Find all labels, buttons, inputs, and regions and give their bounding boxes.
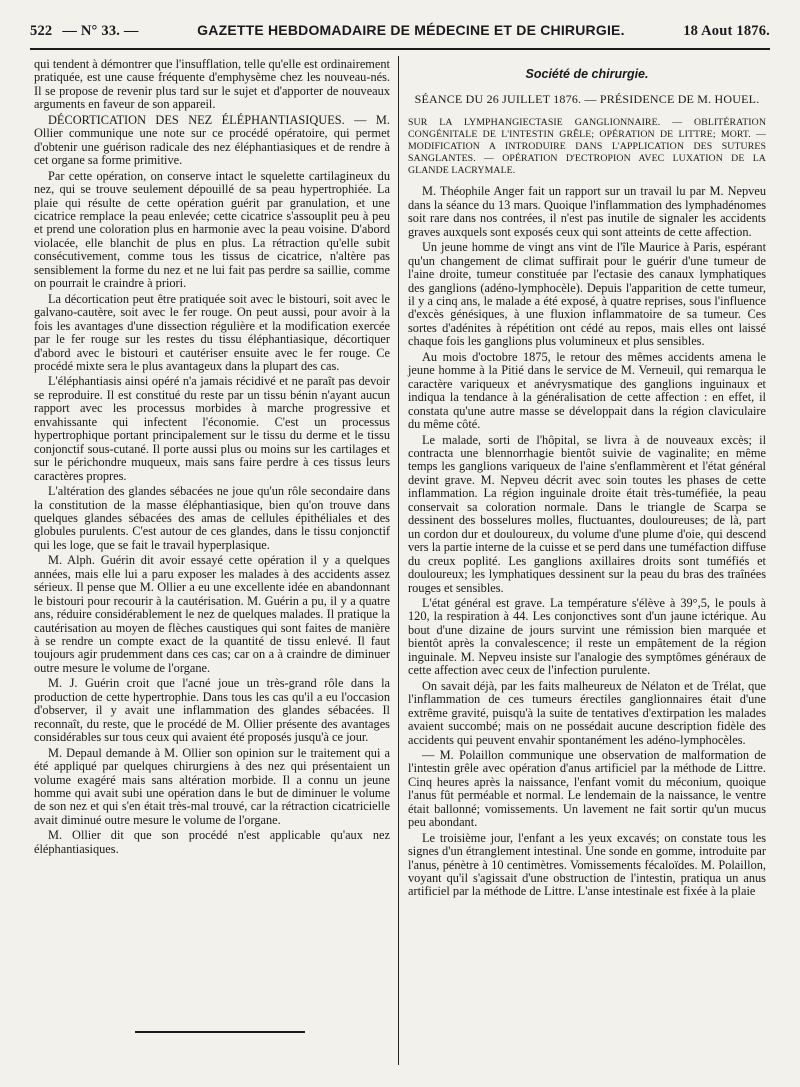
paragraph: L'état général est grave. La température s'élève à 39°,5, le pouls à 120, la respiration à 44. Les conjonctives sont d'un jaune ictérique. Au bout d'une dizaine de jours survint une rémission bien marquée et bientôt après la convalescence; il reste un empâtement de la région inguinale. M. Nepveu insiste sur l'analogie des symptômes généraux de cette affection avec ceux de l'infection purulente. bbox=[408, 595, 766, 678]
paragraph: Le malade, sorti de l'hôpital, se livra à de nouveaux excès; il contracta une blennorrhagie bientôt suivie de vaginalite; en même temps les ganglions variqueux de l'aine s'enflammèrent et l'état général devint grave. M. Nepveu décrit avec soin toutes les phases de cette inflammation. La région inguinale droite était très-tuméfiée, la peau conservait sa coloration normale. Dans le triangle de Scarpa se dessinent des bosselures molles, fluctuantes, douloureuses; de là, part un cordon dur et douloureux, du volume d'une plume d'oie, qui descend vers la partie interne de la cuisse et se perd dans une tuméfaction diffuse du creux poplité. Les ganglions axillaires droits sont tuméfiés et douloureux; les lymphatiques dessinent sur la peau du bras des traînées rouges et sensibles. bbox=[408, 432, 766, 595]
page-number: 522 bbox=[30, 23, 53, 39]
left-column bbox=[34, 58, 390, 858]
column-divider bbox=[398, 56, 399, 1065]
header-rule bbox=[30, 48, 770, 50]
paragraph: L'éléphantiasis ainsi opéré n'a jamais récidivé et ne paraît pas devoir se reproduire. Il est constitué du reste par un tissu bénin n'ayant aucun rapport avec les processus morbides à marche progressive et envahissante qui infectent l'économie. C'est un processus hypertrophique portant principalement sur le tissu du derme et le tissu conjonctif sous-cutané. Il porte aussi plus ou moins sur les cartilages et sur le périchondre muqueux, mais sans faire perdre à ces tissus leurs caractères propres. bbox=[34, 374, 390, 483]
seance-heading: SÉANCE DU 26 JUILLET 1876. — PRÉSIDENCE DE M. HOUEL. bbox=[414, 92, 760, 107]
paragraph: M. Théophile Anger fait un rapport sur un travail lu par M. Nepveu dans la séance du 13 mars. Quoique l'inflammation des lymphadénomes soit rare dans nos contrées, il n'est pas inutile de signaler les accidents graves auxquels sont exposés ceux qui sont atteints de cette affection. bbox=[408, 184, 766, 239]
paragraph: — M. Polaillon communique une observation de malformation de l'intestin grêle avec opération d'anus artificiel par la méthode de Littre. Cinq heures après la naissance, l'enfant vomit du méconium, quoique l'anus fût perméable et normal. Le lendemain de la naissance, le ventre était ballonné; vomissements. Un lavement ne fait sortir qu'un mucus peu abondant. bbox=[408, 747, 766, 830]
issue-date: 18 Aout 1876. bbox=[683, 23, 770, 39]
paragraph: Un jeune homme de vingt ans vint de l'île Maurice à Paris, espérant qu'un changement de climat suffirait pour le guérir d'une tumeur de l'aine droite, tumeur constituée par l'ectasie des canaux lymphatiques des ganglions (adéno-lymphocèle). Depuis l'apparition de cette tumeur, il y a cinq ans, le malade a été exposé, à quatre reprises, sous l'influence d'excès génésiques, à une fluxion inflammatoire de sa tumeur. Ces sortes d'adénites à répétition ont cédé au repos, mais elles ont laissé chaque fois les ganglions plus volumineux et plus sensibles. bbox=[408, 240, 766, 349]
paragraph: Par cette opération, on conserve intact le squelette cartilagineux du nez, qui se trouve seulement dépouillé de sa peau hypertrophiée. La plaie qui résulte de cette opération guérit par granulation, et une cicatrice remplace la peau enlevée; cette cicatrice s'assouplit peu à peu et prend une coloration plus en harmonie avec la peau voisine. D'abord violacée, elle blanchit de plus en plus. La rétraction qu'elle subit consécutivement, comme tous les tissus de cicatrice, n'altère pas sensiblement la forme du nez et ne lui fait pas perdre sa saillie, comme on pourrait le craindre à priori. bbox=[34, 168, 390, 291]
paragraph: L'altération des glandes sébacées ne joue qu'un rôle secondaire dans la constitution de la masse éléphantiasique, bien qu'on trouve dans quelques glandes sébacées des amas de cellules épithéliales et des globules purulents. C'est autour de ces glandes, dans le tissu conjonctif qui les loge, que se fait le travail hyperplasique. bbox=[34, 484, 390, 552]
paragraph: M. Depaul demande à M. Ollier son opinion sur le traitement qui a été appliqué par quelques chirurgiens à des nez qui présentaient un volume exagéré mais sans altération morbide. Il a connu un jeune homme qui avait subi une opération dans le but de diminuer le volume de son nez et qui s'en était très-mal trouvé, car la rétraction cicatricielle avait diminué outre mesure le volume de l'organe. bbox=[34, 745, 390, 827]
paragraph: Au mois d'octobre 1875, le retour des mêmes accidents amena le jeune homme à la Pitié dans le service de M. Verneuil, qui remarqua le caractère variqueux et anévrysmatique des ganglions inguinaux et indiqua la tendance à la généralisation de cette affection : en effet, il constata qu'une autre masse se développait dans la région claviculaire du même côté. bbox=[408, 349, 766, 432]
paragraph: qui tendent à démontrer que l'insufflation, telle qu'elle est ordinairement pratiquée, est une cause fréquente d'emphysème chez les nouveau-nés. Il se propose de revenir plus tard sur le sujet et d'apporter de nouveaux arguments en faveur de son appareil. bbox=[34, 57, 390, 112]
paragraph: La décortication peut être pratiquée soit avec le bistouri, soit avec le galvano-cautère, soit avec le fer rouge. On peut aussi, pour avoir à la fois les avantages d'une dissection régulière et la modification exercée par le fer rouge sur les restes du tissu éléphantiasique, décortiquer d'abord avec le bistouri et cautériser ensuite avec le fer rouge. Ce procédé mixte sera le plus avantageux dans la plupart des cas. bbox=[34, 291, 390, 373]
paragraph: M. J. Guérin croit que l'acné joue un très-grand rôle dans la production de cette hypertrophie. Dans tous les cas qu'il a eu l'occasion d'observer, il y avait une inflammation des glandes sébacées. Il reconnaît, du reste, que le procédé de M. Ollier présente des avantages considérables sur tous ceux qui avaient été proposés jusqu'à ce jour. bbox=[34, 676, 390, 745]
paragraph: M. Alph. Guérin dit avoir essayé cette opération il y a quelques années, mais elle lui a paru exposer les malades à des accidents assez sérieux. Il pense que M. Ollier a eu une excellente idée en abandonnant le bistouri pour recourir à la cautérisation. M. Guérin a pu, il y a quatre ans, réduire considérablement le nez de quelques malades. Il pratique la cautérisation au moyen de flèches caustiques qui sont faites de manière à se rendre un compte exact de la quantité de tissu enlevé. Il faut toujours agir prudemment dans ces cas; car on a à craindre de diminuer outre mesure le volume de l'organe. bbox=[34, 553, 390, 675]
paragraph-section-heading: DÉCORTICATION DES NEZ ÉLÉPHANTIASIQUES. — M. Ollier communique une note sur ce procédé opératoire, qui permet d'obtenir une guérison radicale des nez éléphantiasiques et de rendre à cet organe sa forme primitive. bbox=[34, 112, 390, 168]
journal-title: GAZETTE HEBDOMADAIRE DE MÉDECINE ET DE CHIRURGIE. bbox=[197, 22, 625, 38]
issue-number: — N° 33. — bbox=[62, 23, 139, 39]
page-header bbox=[30, 22, 770, 44]
paragraph: Le troisième jour, l'enfant a les yeux excavés; on constate tous les signes d'un étranglement intestinal. Une sonde en gomme, introduite par l'anus, pénètre à 10 centimètres. Vomissements fécaloïdes. M. Polaillon, voyant qu'il s'agissait d'une obstruction de l'intestin, pratiqua un anus artificiel par la méthode de Littre. L'anse intestinale est fixée à la plaie bbox=[408, 830, 766, 899]
paragraph: M. Ollier dit que son procédé n'est applicable qu'aux nez éléphantiasiques. bbox=[34, 828, 390, 856]
session-summary: SUR LA LYMPHANGIECTASIE GANGLIONNAIRE. — OBLITÉRATION CONGÉNITALE DE L'INTESTIN GRÊLE; OPÉRATION DE LITTRE; MORT. — MODIFICATION A INTRODUIRE DANS L'APPLICATION DES SUTURES SANGLANTES. — OPÉRATION D'ECTROPION AVEC LUXATION DE LA GLANDE LACRYMALE. bbox=[408, 116, 766, 177]
right-column bbox=[408, 58, 766, 901]
paragraph: On savait déjà, par les faits malheureux de Nélaton et de Trélat, que l'inflammation de ces tumeurs érectiles ganglionnaires était d'une extrême gravité, puisqu'à la suite de tentatives d'extirpation les malades avaient succombé; mais on ne possédait aucune description fidèle des accidents qui peuvent envahir spontanément les adéno-lymphocèles. bbox=[408, 678, 766, 747]
society-heading: Société de chirurgie. bbox=[525, 67, 649, 81]
header-left bbox=[30, 23, 139, 40]
column-end-rule bbox=[135, 1031, 305, 1033]
